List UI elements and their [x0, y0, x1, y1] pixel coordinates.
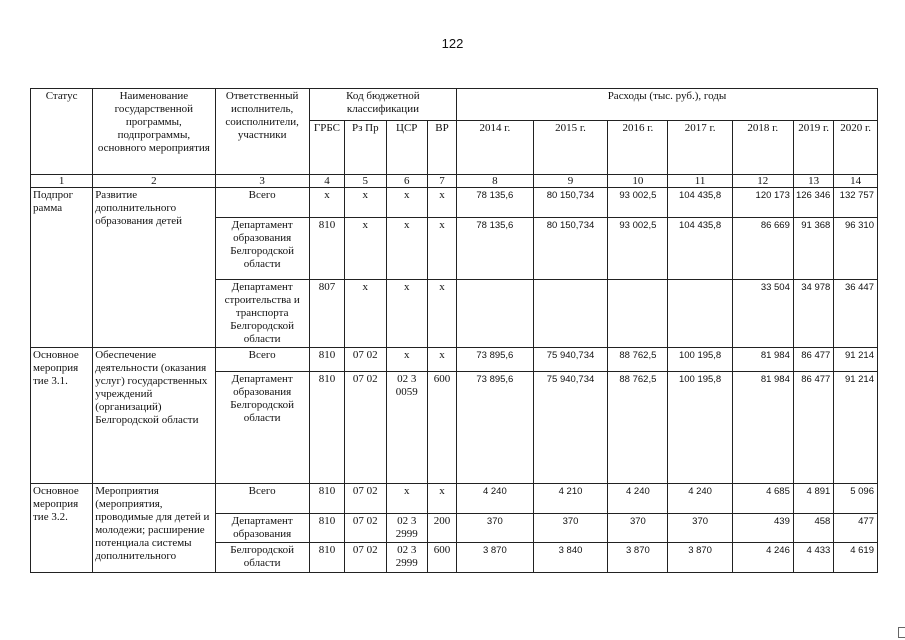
- rzpr-cell: 07 02: [345, 348, 386, 372]
- column-number: 14: [834, 175, 878, 188]
- header-expenses: Расходы (тыс. руб.), годы: [457, 89, 878, 121]
- value-cell: 80 150,734: [533, 218, 608, 280]
- table-row: [31, 484, 878, 514]
- vr-cell: х: [427, 484, 456, 514]
- rzpr-cell: х: [345, 280, 386, 348]
- column-number: 1: [31, 175, 93, 188]
- value-cell: 4 891: [793, 484, 833, 514]
- vr-cell: х: [427, 218, 456, 280]
- status-cell: Подпрог рамма: [31, 188, 93, 348]
- column-number: 12: [732, 175, 793, 188]
- grbs-cell: 810: [309, 348, 344, 372]
- value-cell: 91 214: [834, 372, 878, 484]
- value-cell: 4 433: [793, 543, 833, 573]
- grbs-cell: 810: [309, 514, 344, 543]
- column-number: 4: [309, 175, 344, 188]
- csr-cell: 02 3 0059: [386, 372, 427, 484]
- value-cell: 458: [793, 514, 833, 543]
- column-number: 11: [668, 175, 732, 188]
- value-cell: 4 240: [457, 484, 534, 514]
- value-cell: 86 477: [793, 372, 833, 484]
- value-cell: 88 762,5: [608, 348, 668, 372]
- value-cell: 33 504: [732, 280, 793, 348]
- value-cell: 4 685: [732, 484, 793, 514]
- value-cell: 86 669: [732, 218, 793, 280]
- value-cell: 370: [668, 514, 732, 543]
- value-cell: 370: [457, 514, 534, 543]
- rzpr-cell: 07 02: [345, 543, 386, 573]
- value-cell: 81 984: [732, 348, 793, 372]
- name-cell: Мероприятия (мероприятия, проводимые для детей и молодежи; расширение потенциала системы дополнительного: [93, 484, 215, 573]
- value-cell: 73 895,6: [457, 372, 534, 484]
- value-cell: 75 940,734: [533, 348, 608, 372]
- value-cell: 104 435,8: [668, 188, 732, 218]
- column-number: 10: [608, 175, 668, 188]
- value-cell: 73 895,6: [457, 348, 534, 372]
- csr-cell: х: [386, 484, 427, 514]
- header-year: 2019 г.: [793, 121, 833, 175]
- page-edge-mark: [898, 627, 905, 638]
- vr-cell: 600: [427, 372, 456, 484]
- grbs-cell: х: [309, 188, 344, 218]
- column-number: 13: [793, 175, 833, 188]
- value-cell: 126 346: [793, 188, 833, 218]
- vr-cell: х: [427, 280, 456, 348]
- page-number: 122: [441, 36, 464, 51]
- name-cell: Обеспечение деятельности (оказания услуг) государственных учреждений (организаций) Белгородской области: [93, 348, 215, 484]
- table-row: [31, 188, 878, 218]
- executor-cell: Всего: [215, 348, 309, 372]
- executor-cell: Всего: [215, 484, 309, 514]
- executor-cell: Всего: [215, 188, 309, 218]
- value-cell: 86 477: [793, 348, 833, 372]
- header-executor: Ответственный исполнитель, соисполнители, участники: [215, 89, 309, 175]
- value-cell: 104 435,8: [668, 218, 732, 280]
- value-cell: 3 840: [533, 543, 608, 573]
- grbs-cell: 810: [309, 218, 344, 280]
- value-cell: [457, 280, 534, 348]
- status-cell: Основное мероприя тие 3.1.: [31, 348, 93, 484]
- table-row: [31, 348, 878, 372]
- column-number: 8: [457, 175, 534, 188]
- executor-cell: Белгородской области: [215, 543, 309, 573]
- header-year: 2020 г.: [834, 121, 878, 175]
- value-cell: 75 940,734: [533, 372, 608, 484]
- header-rzpr: Рз Пр: [345, 121, 386, 175]
- header-year: 2016 г.: [608, 121, 668, 175]
- csr-cell: х: [386, 348, 427, 372]
- grbs-cell: 807: [309, 280, 344, 348]
- value-cell: 100 195,8: [668, 372, 732, 484]
- executor-cell: Департамент образования: [215, 514, 309, 543]
- column-number: 5: [345, 175, 386, 188]
- value-cell: 78 135,6: [457, 188, 534, 218]
- header-name: Наименование государственной программы, подпрограммы, основного мероприятия: [93, 89, 215, 175]
- csr-cell: 02 3 2999: [386, 514, 427, 543]
- csr-cell: 02 3 2999: [386, 543, 427, 573]
- value-cell: 4 619: [834, 543, 878, 573]
- value-cell: 100 195,8: [668, 348, 732, 372]
- value-cell: 81 984: [732, 372, 793, 484]
- value-cell: 370: [533, 514, 608, 543]
- value-cell: 477: [834, 514, 878, 543]
- vr-cell: 200: [427, 514, 456, 543]
- value-cell: 36 447: [834, 280, 878, 348]
- status-cell: Основное мероприя тие 3.2.: [31, 484, 93, 573]
- rzpr-cell: 07 02: [345, 514, 386, 543]
- value-cell: 93 002,5: [608, 188, 668, 218]
- column-number: 2: [93, 175, 215, 188]
- vr-cell: 600: [427, 543, 456, 573]
- value-cell: 78 135,6: [457, 218, 534, 280]
- value-cell: 93 002,5: [608, 218, 668, 280]
- value-cell: 132 757: [834, 188, 878, 218]
- column-number-row: [31, 175, 878, 188]
- value-cell: 4 240: [668, 484, 732, 514]
- header-grbs: ГРБС: [309, 121, 344, 175]
- value-cell: 4 246: [732, 543, 793, 573]
- column-number: 3: [215, 175, 309, 188]
- value-cell: 91 214: [834, 348, 878, 372]
- name-cell: Развитие дополнительного образования детей: [93, 188, 215, 348]
- header-csr: ЦСР: [386, 121, 427, 175]
- value-cell: 439: [732, 514, 793, 543]
- value-cell: 120 173: [732, 188, 793, 218]
- value-cell: 4 210: [533, 484, 608, 514]
- executor-cell: Департамент строительства и транспорта Белгородской области: [215, 280, 309, 348]
- value-cell: 3 870: [668, 543, 732, 573]
- header-year: 2018 г.: [732, 121, 793, 175]
- value-cell: [533, 280, 608, 348]
- header-status: Статус: [31, 89, 93, 175]
- column-number: 9: [533, 175, 608, 188]
- rzpr-cell: 07 02: [345, 484, 386, 514]
- value-cell: 80 150,734: [533, 188, 608, 218]
- rzpr-cell: 07 02: [345, 372, 386, 484]
- value-cell: 370: [608, 514, 668, 543]
- rzpr-cell: х: [345, 218, 386, 280]
- column-number: 6: [386, 175, 427, 188]
- value-cell: 3 870: [457, 543, 534, 573]
- budget-table: [30, 88, 878, 573]
- header-year: 2017 г.: [668, 121, 732, 175]
- grbs-cell: 810: [309, 484, 344, 514]
- grbs-cell: 810: [309, 543, 344, 573]
- csr-cell: х: [386, 188, 427, 218]
- rzpr-cell: х: [345, 188, 386, 218]
- header-vr: ВР: [427, 121, 456, 175]
- value-cell: 96 310: [834, 218, 878, 280]
- csr-cell: х: [386, 218, 427, 280]
- value-cell: 34 978: [793, 280, 833, 348]
- header-year: 2015 г.: [533, 121, 608, 175]
- value-cell: 91 368: [793, 218, 833, 280]
- value-cell: 3 870: [608, 543, 668, 573]
- grbs-cell: 810: [309, 372, 344, 484]
- vr-cell: х: [427, 188, 456, 218]
- executor-cell: Департамент образования Белгородской области: [215, 372, 309, 484]
- header-budget-code: Код бюджетной классификации: [309, 89, 456, 121]
- header-year: 2014 г.: [457, 121, 534, 175]
- column-number: 7: [427, 175, 456, 188]
- csr-cell: х: [386, 280, 427, 348]
- value-cell: [668, 280, 732, 348]
- value-cell: 88 762,5: [608, 372, 668, 484]
- value-cell: 4 240: [608, 484, 668, 514]
- value-cell: 5 096: [834, 484, 878, 514]
- value-cell: [608, 280, 668, 348]
- vr-cell: х: [427, 348, 456, 372]
- executor-cell: Департамент образования Белгородской области: [215, 218, 309, 280]
